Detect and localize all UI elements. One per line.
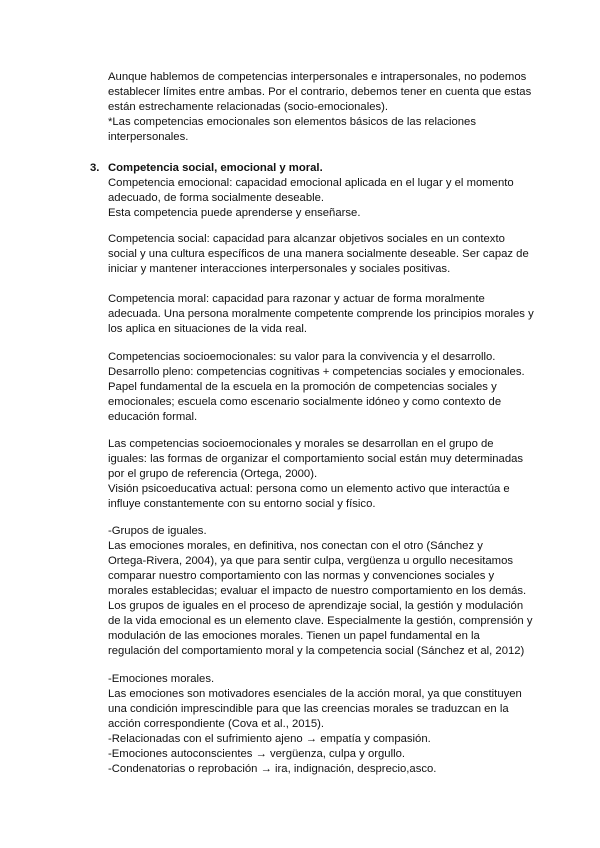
- text-line: Competencias socioemocionales: su valor para la convivencia y el desarrollo.: [108, 351, 496, 363]
- text-line: Competencia emocional: capacidad emocional aplicada en el lugar y el momento: [108, 177, 514, 189]
- text-line: Papel fundamental de la escuela en la promoción de competencias sociales y: [108, 381, 497, 393]
- text-line: Visión psicoeducativa actual: persona como un elemento activo que interactúa e: [108, 483, 510, 495]
- paragraph-competencias-socioemocionales: [108, 350, 533, 425]
- text-line: Las competencias socioemocionales y morales se desarrollan en el grupo de: [108, 438, 494, 450]
- text-line: -Emociones autoconscientes → vergüenza, culpa y orgullo.: [108, 748, 406, 760]
- text-line: adecuada. Una persona moralmente competente comprende los principios morales y: [108, 308, 534, 320]
- text-line: Las emociones morales, en definitiva, nos conectan con el otro (Sánchez y: [108, 540, 483, 552]
- text-line: los aplica en situaciones de la vida real.: [108, 323, 308, 335]
- paragraph-competencia-emocional: [108, 176, 533, 221]
- text-line: educación formal.: [108, 411, 198, 423]
- text-line: una condición imprescindible para que las creencias morales se traduzcan en la: [108, 703, 509, 715]
- text-line: influye constantemente con su entorno social y físico.: [108, 498, 376, 510]
- paragraph-emociones-morales: [108, 672, 533, 777]
- text-line: interpersonales.: [108, 131, 189, 143]
- text-line: -Emociones morales.: [108, 673, 215, 685]
- paragraph-grupos-de-iguales: [108, 524, 533, 659]
- text-line: morales establecidas; evaluar el impacto de nuestro comportamiento en los demás.: [108, 585, 527, 597]
- text-line: Las emociones son motivadores esenciales de la acción moral, ya que constituyen: [108, 688, 522, 700]
- text-line: Los grupos de iguales en el proceso de aprendizaje social, la gestión y modulación: [108, 600, 524, 612]
- text-line: por el grupo de referencia (Ortega, 2000).: [108, 468, 318, 480]
- text-line: están estrechamente relacionadas (socio-emocionales).: [108, 101, 389, 113]
- section-number: 3.: [90, 162, 100, 174]
- text-line: Aunque hablemos de competencias interpersonales e intrapersonales, no podemos: [108, 71, 527, 83]
- text-line: iguales: las formas de organizar el comportamiento social están muy determinadas: [108, 453, 524, 465]
- text-line: comparar nuestro comportamiento con las normas y convenciones sociales y: [108, 570, 495, 582]
- text-line: establecer límites entre ambas. Por el contrario, debemos tener en cuenta que estas: [108, 86, 532, 98]
- text-line: Ortega-Rivera, 2004), ya que para sentir culpa, vergüenza u orgullo necesitamos: [108, 555, 514, 567]
- text-line: modulación de las emociones morales. Tienen un papel fundamental en la: [108, 630, 480, 642]
- text-line: Desarrollo pleno: competencias cognitivas + competencias sociales y emocionales.: [108, 366, 525, 378]
- text-line: regulación del comportamiento moral y la competencia social (Sánchez et al, 2012): [108, 645, 525, 657]
- text-line: iniciar y mantener interacciones interpersonales y sociales positivas.: [108, 263, 451, 275]
- text-line: -Condenatorias o reprobación → ira, indignación, desprecio,asco.: [108, 763, 437, 775]
- paragraph-competencia-social: [108, 232, 533, 277]
- text-line: -Relacionadas con el sufrimiento ajeno → empatía y compasión.: [108, 733, 431, 745]
- paragraph-competencia-moral: [108, 292, 533, 337]
- text-line: Competencia moral: capacidad para razonar y actuar de forma moralmente: [108, 293, 485, 305]
- text-line: Esta competencia puede aprenderse y enseñarse.: [108, 207, 361, 219]
- section-title: Competencia social, emocional y moral.: [108, 162, 323, 174]
- text-line: Competencia social: capacidad para alcanzar objetivos sociales en un contexto: [108, 233, 505, 245]
- text-line: social y una cultura específicos de una manera socialmente deseable. Ser capaz de: [108, 248, 529, 260]
- text-line: *Las competencias emocionales son elementos básicos de las relaciones: [108, 116, 476, 128]
- text-line: adecuado, de forma socialmente deseable.: [108, 192, 325, 204]
- intro-paragraph: [108, 70, 533, 145]
- text-line: acción correspondiente (Cova et al., 2015).: [108, 718, 325, 730]
- text-line: emocionales; escuela como escenario socialmente idóneo y como contexto de: [108, 396, 502, 408]
- text-line: -Grupos de iguales.: [108, 525, 207, 537]
- paragraph-grupo-iguales-intro: [108, 437, 533, 512]
- section-heading: [90, 161, 323, 176]
- text-line: de la vida emocional es un elemento clave. Especialmente la gestión, comprensión y: [108, 615, 533, 627]
